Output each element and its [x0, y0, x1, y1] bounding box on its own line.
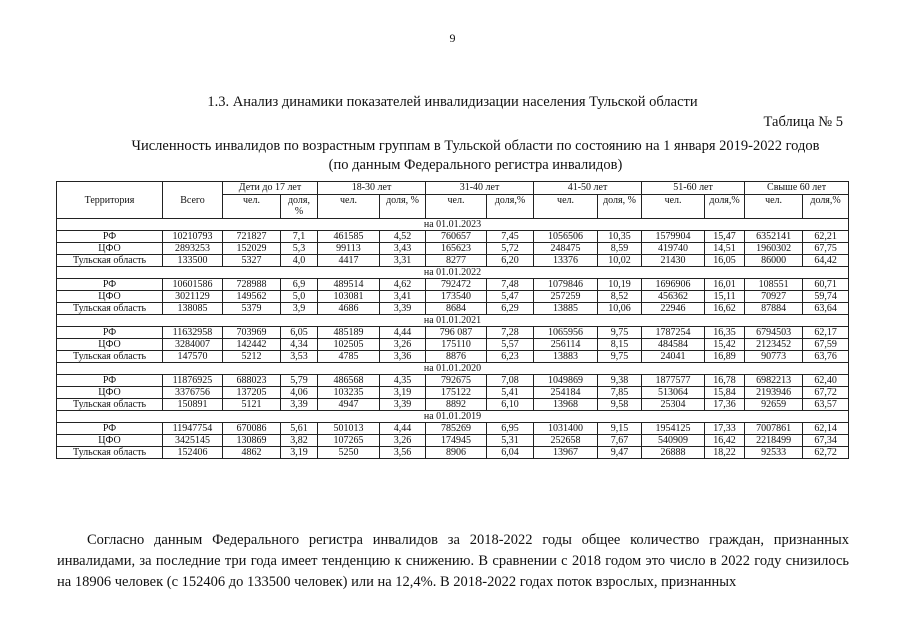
value-cell: 4947 — [318, 399, 380, 411]
table-row — [57, 387, 849, 399]
value-cell: 485189 — [318, 327, 380, 339]
value-cell: 5,47 — [487, 291, 534, 303]
value-cell: 7,67 — [598, 435, 642, 447]
value-cell: 456362 — [642, 291, 705, 303]
value-cell: 4,34 — [281, 339, 318, 351]
territory-cell: ЦФО — [57, 387, 163, 399]
territory-cell: Тульская область — [57, 255, 163, 267]
header-count: чел. — [745, 195, 803, 219]
table-row — [57, 435, 849, 447]
value-cell: 254184 — [534, 387, 598, 399]
value-cell: 102505 — [318, 339, 380, 351]
value-cell: 3376756 — [163, 387, 223, 399]
value-cell: 6,23 — [487, 351, 534, 363]
value-cell: 3,31 — [380, 255, 426, 267]
table-label: Таблица № 5 — [763, 114, 843, 130]
value-cell: 2893253 — [163, 243, 223, 255]
header-group-5: Свыше 60 лет — [745, 182, 849, 195]
value-cell: 13376 — [534, 255, 598, 267]
value-cell: 99113 — [318, 243, 380, 255]
value-cell: 4,62 — [380, 279, 426, 291]
disability-age-table — [56, 181, 849, 459]
value-cell: 7,48 — [487, 279, 534, 291]
value-cell: 3021129 — [163, 291, 223, 303]
value-cell: 17,36 — [705, 399, 745, 411]
value-cell: 8892 — [426, 399, 487, 411]
value-cell: 8,15 — [598, 339, 642, 351]
value-cell: 1049869 — [534, 375, 598, 387]
value-cell: 8906 — [426, 447, 487, 459]
value-cell: 2123452 — [745, 339, 803, 351]
date-label: на 01.01.2023 — [57, 219, 849, 231]
header-row-groups — [57, 182, 849, 195]
value-cell: 11632958 — [163, 327, 223, 339]
value-cell: 5,31 — [487, 435, 534, 447]
value-cell: 175110 — [426, 339, 487, 351]
value-cell: 9,47 — [598, 447, 642, 459]
value-cell: 1877577 — [642, 375, 705, 387]
value-cell: 175122 — [426, 387, 487, 399]
date-row — [57, 411, 849, 423]
value-cell: 6,20 — [487, 255, 534, 267]
value-cell: 63,57 — [803, 399, 849, 411]
value-cell: 3284007 — [163, 339, 223, 351]
table-row — [57, 303, 849, 315]
value-cell: 1696906 — [642, 279, 705, 291]
value-cell: 62,40 — [803, 375, 849, 387]
value-cell: 721827 — [223, 231, 281, 243]
value-cell: 4,06 — [281, 387, 318, 399]
value-cell: 670086 — [223, 423, 281, 435]
table-row — [57, 327, 849, 339]
value-cell: 24041 — [642, 351, 705, 363]
date-label: на 01.01.2022 — [57, 267, 849, 279]
value-cell: 14,51 — [705, 243, 745, 255]
header-territory: Территория — [57, 182, 163, 219]
table-row — [57, 351, 849, 363]
value-cell: 4,44 — [380, 423, 426, 435]
date-row — [57, 267, 849, 279]
value-cell: 3,26 — [380, 339, 426, 351]
value-cell: 8,59 — [598, 243, 642, 255]
value-cell: 67,75 — [803, 243, 849, 255]
value-cell: 137205 — [223, 387, 281, 399]
value-cell: 90773 — [745, 351, 803, 363]
value-cell: 5212 — [223, 351, 281, 363]
value-cell: 103235 — [318, 387, 380, 399]
value-cell: 8277 — [426, 255, 487, 267]
header-group-3: 41-50 лет — [534, 182, 642, 195]
value-cell: 6,05 — [281, 327, 318, 339]
value-cell: 6352141 — [745, 231, 803, 243]
header-share: доля,% — [487, 195, 534, 219]
value-cell: 6,95 — [487, 423, 534, 435]
value-cell: 7,28 — [487, 327, 534, 339]
value-cell: 15,84 — [705, 387, 745, 399]
value-cell: 248475 — [534, 243, 598, 255]
table-row — [57, 423, 849, 435]
value-cell: 3,56 — [380, 447, 426, 459]
value-cell: 5,3 — [281, 243, 318, 255]
date-label: на 01.01.2021 — [57, 315, 849, 327]
value-cell: 6,10 — [487, 399, 534, 411]
header-share: доля, % — [281, 195, 318, 219]
section-title: 1.3. Анализ динамики показателей инвалидизации населения Тульской области — [207, 94, 698, 110]
value-cell: 63,64 — [803, 303, 849, 315]
value-cell: 152406 — [163, 447, 223, 459]
value-cell: 6794503 — [745, 327, 803, 339]
value-cell: 16,62 — [705, 303, 745, 315]
value-cell: 484584 — [642, 339, 705, 351]
value-cell: 16,89 — [705, 351, 745, 363]
value-cell: 1579904 — [642, 231, 705, 243]
value-cell: 3425145 — [163, 435, 223, 447]
value-cell: 59,74 — [803, 291, 849, 303]
value-cell: 1056506 — [534, 231, 598, 243]
value-cell: 8876 — [426, 351, 487, 363]
value-cell: 4417 — [318, 255, 380, 267]
header-share: доля,% — [705, 195, 745, 219]
value-cell: 5121 — [223, 399, 281, 411]
value-cell: 2218499 — [745, 435, 803, 447]
header-share: доля,% — [803, 195, 849, 219]
value-cell: 67,59 — [803, 339, 849, 351]
value-cell: 796 087 — [426, 327, 487, 339]
value-cell: 9,38 — [598, 375, 642, 387]
value-cell: 688023 — [223, 375, 281, 387]
value-cell: 13968 — [534, 399, 598, 411]
table-row — [57, 291, 849, 303]
value-cell: 7007861 — [745, 423, 803, 435]
date-row — [57, 315, 849, 327]
header-count: чел. — [534, 195, 598, 219]
value-cell: 5,72 — [487, 243, 534, 255]
value-cell: 5,57 — [487, 339, 534, 351]
value-cell: 7,1 — [281, 231, 318, 243]
value-cell: 1960302 — [745, 243, 803, 255]
value-cell: 728988 — [223, 279, 281, 291]
territory-cell: Тульская область — [57, 303, 163, 315]
table-row — [57, 399, 849, 411]
value-cell: 6,9 — [281, 279, 318, 291]
value-cell: 13967 — [534, 447, 598, 459]
value-cell: 5,61 — [281, 423, 318, 435]
value-cell: 147570 — [163, 351, 223, 363]
value-cell: 173540 — [426, 291, 487, 303]
value-cell: 133500 — [163, 255, 223, 267]
territory-cell: ЦФО — [57, 243, 163, 255]
value-cell: 25304 — [642, 399, 705, 411]
territory-cell: РФ — [57, 327, 163, 339]
value-cell: 5,0 — [281, 291, 318, 303]
header-share: доля, % — [598, 195, 642, 219]
value-cell: 9,58 — [598, 399, 642, 411]
value-cell: 11947754 — [163, 423, 223, 435]
value-cell: 3,9 — [281, 303, 318, 315]
date-label: на 01.01.2020 — [57, 363, 849, 375]
caption-line-1: Численность инвалидов по возрастным группам в Тульской области по состоянию на 1 января 2019-2022 годов — [131, 138, 820, 154]
value-cell: 8684 — [426, 303, 487, 315]
value-cell: 13885 — [534, 303, 598, 315]
value-cell: 5250 — [318, 447, 380, 459]
table-caption — [48, 137, 903, 175]
value-cell: 6,04 — [487, 447, 534, 459]
value-cell: 489514 — [318, 279, 380, 291]
value-cell: 10210793 — [163, 231, 223, 243]
value-cell: 11876925 — [163, 375, 223, 387]
value-cell: 15,47 — [705, 231, 745, 243]
value-cell: 3,36 — [380, 351, 426, 363]
territory-cell: РФ — [57, 423, 163, 435]
value-cell: 63,76 — [803, 351, 849, 363]
value-cell: 4,0 — [281, 255, 318, 267]
value-cell: 2193946 — [745, 387, 803, 399]
value-cell: 1954125 — [642, 423, 705, 435]
value-cell: 5327 — [223, 255, 281, 267]
value-cell: 9,75 — [598, 327, 642, 339]
value-cell: 86000 — [745, 255, 803, 267]
value-cell: 4,52 — [380, 231, 426, 243]
value-cell: 10,35 — [598, 231, 642, 243]
header-count: чел. — [318, 195, 380, 219]
value-cell: 4,35 — [380, 375, 426, 387]
value-cell: 3,41 — [380, 291, 426, 303]
value-cell: 22946 — [642, 303, 705, 315]
value-cell: 16,35 — [705, 327, 745, 339]
value-cell: 9,15 — [598, 423, 642, 435]
caption-line-2: (по данным Федерального регистра инвалидов) — [328, 157, 623, 173]
value-cell: 16,05 — [705, 255, 745, 267]
value-cell: 486568 — [318, 375, 380, 387]
value-cell: 103081 — [318, 291, 380, 303]
header-share: доля, % — [380, 195, 426, 219]
value-cell: 10,19 — [598, 279, 642, 291]
territory-cell: РФ — [57, 375, 163, 387]
value-cell: 62,17 — [803, 327, 849, 339]
value-cell: 1079846 — [534, 279, 598, 291]
value-cell: 760657 — [426, 231, 487, 243]
value-cell: 62,14 — [803, 423, 849, 435]
value-cell: 3,19 — [380, 387, 426, 399]
value-cell: 792472 — [426, 279, 487, 291]
value-cell: 4686 — [318, 303, 380, 315]
value-cell: 62,21 — [803, 231, 849, 243]
date-row — [57, 363, 849, 375]
table-body — [57, 219, 849, 459]
value-cell: 3,39 — [380, 399, 426, 411]
territory-cell: Тульская область — [57, 399, 163, 411]
value-cell: 461585 — [318, 231, 380, 243]
territory-cell: РФ — [57, 279, 163, 291]
value-cell: 67,72 — [803, 387, 849, 399]
value-cell: 17,33 — [705, 423, 745, 435]
value-cell: 252658 — [534, 435, 598, 447]
table-row — [57, 447, 849, 459]
table-row — [57, 375, 849, 387]
value-cell: 703969 — [223, 327, 281, 339]
value-cell: 3,82 — [281, 435, 318, 447]
value-cell: 9,75 — [598, 351, 642, 363]
header-group-1: 18-30 лет — [318, 182, 426, 195]
value-cell: 5,41 — [487, 387, 534, 399]
value-cell: 7,85 — [598, 387, 642, 399]
value-cell: 10,02 — [598, 255, 642, 267]
header-count: чел. — [426, 195, 487, 219]
value-cell: 16,01 — [705, 279, 745, 291]
value-cell: 15,11 — [705, 291, 745, 303]
value-cell: 540909 — [642, 435, 705, 447]
value-cell: 62,72 — [803, 447, 849, 459]
value-cell: 10,06 — [598, 303, 642, 315]
value-cell: 18,22 — [705, 447, 745, 459]
table-row — [57, 255, 849, 267]
value-cell: 4,44 — [380, 327, 426, 339]
value-cell: 257259 — [534, 291, 598, 303]
value-cell: 4862 — [223, 447, 281, 459]
value-cell: 60,71 — [803, 279, 849, 291]
value-cell: 92659 — [745, 399, 803, 411]
value-cell: 149562 — [223, 291, 281, 303]
value-cell: 15,42 — [705, 339, 745, 351]
value-cell: 3,53 — [281, 351, 318, 363]
value-cell: 174945 — [426, 435, 487, 447]
table-row — [57, 231, 849, 243]
value-cell: 1065956 — [534, 327, 598, 339]
header-group-2: 31-40 лет — [426, 182, 534, 195]
value-cell: 5,79 — [281, 375, 318, 387]
value-cell: 16,42 — [705, 435, 745, 447]
value-cell: 785269 — [426, 423, 487, 435]
date-row — [57, 219, 849, 231]
value-cell: 501013 — [318, 423, 380, 435]
table-row — [57, 279, 849, 291]
value-cell: 792675 — [426, 375, 487, 387]
territory-cell: ЦФО — [57, 339, 163, 351]
value-cell: 108551 — [745, 279, 803, 291]
value-cell: 67,34 — [803, 435, 849, 447]
table-row — [57, 243, 849, 255]
value-cell: 3,39 — [281, 399, 318, 411]
value-cell: 3,19 — [281, 447, 318, 459]
territory-cell: Тульская область — [57, 351, 163, 363]
value-cell: 3,39 — [380, 303, 426, 315]
territory-cell: РФ — [57, 231, 163, 243]
value-cell: 4785 — [318, 351, 380, 363]
value-cell: 513064 — [642, 387, 705, 399]
value-cell: 138085 — [163, 303, 223, 315]
value-cell: 70927 — [745, 291, 803, 303]
header-group-0: Дети до 17 лет — [223, 182, 318, 195]
header-group-4: 51-60 лет — [642, 182, 745, 195]
value-cell: 150891 — [163, 399, 223, 411]
value-cell: 87884 — [745, 303, 803, 315]
value-cell: 1787254 — [642, 327, 705, 339]
territory-cell: Тульская область — [57, 447, 163, 459]
value-cell: 6,29 — [487, 303, 534, 315]
value-cell: 1031400 — [534, 423, 598, 435]
value-cell: 7,08 — [487, 375, 534, 387]
date-label: на 01.01.2019 — [57, 411, 849, 423]
value-cell: 21430 — [642, 255, 705, 267]
value-cell: 165623 — [426, 243, 487, 255]
value-cell: 142442 — [223, 339, 281, 351]
value-cell: 7,45 — [487, 231, 534, 243]
value-cell: 419740 — [642, 243, 705, 255]
header-count: чел. — [223, 195, 281, 219]
value-cell: 5379 — [223, 303, 281, 315]
value-cell: 8,52 — [598, 291, 642, 303]
value-cell: 13883 — [534, 351, 598, 363]
value-cell: 6982213 — [745, 375, 803, 387]
value-cell: 3,43 — [380, 243, 426, 255]
value-cell: 3,26 — [380, 435, 426, 447]
value-cell: 10601586 — [163, 279, 223, 291]
value-cell: 64,42 — [803, 255, 849, 267]
value-cell: 107265 — [318, 435, 380, 447]
table-row — [57, 339, 849, 351]
value-cell: 92533 — [745, 447, 803, 459]
page-number: 9 — [449, 31, 456, 45]
territory-cell: ЦФО — [57, 291, 163, 303]
header-total: Всего — [163, 182, 223, 219]
value-cell: 16,78 — [705, 375, 745, 387]
value-cell: 130869 — [223, 435, 281, 447]
body-paragraph: Согласно данным Федерального регистра инвалидов за 2018-2022 годы общее количество граждан, признанных инвалидами, за последние три года имеет тенденцию к снижению. В сравнении с 2018 годом это число в 2022 году снизилось на 18906 человек (с 152406 до 133500 человек) или на 12,4%. В 2018-2022 годах поток взрослых, признанных — [57, 532, 849, 590]
territory-cell: ЦФО — [57, 435, 163, 447]
value-cell: 152029 — [223, 243, 281, 255]
value-cell: 256114 — [534, 339, 598, 351]
value-cell: 26888 — [642, 447, 705, 459]
header-count: чел. — [642, 195, 705, 219]
